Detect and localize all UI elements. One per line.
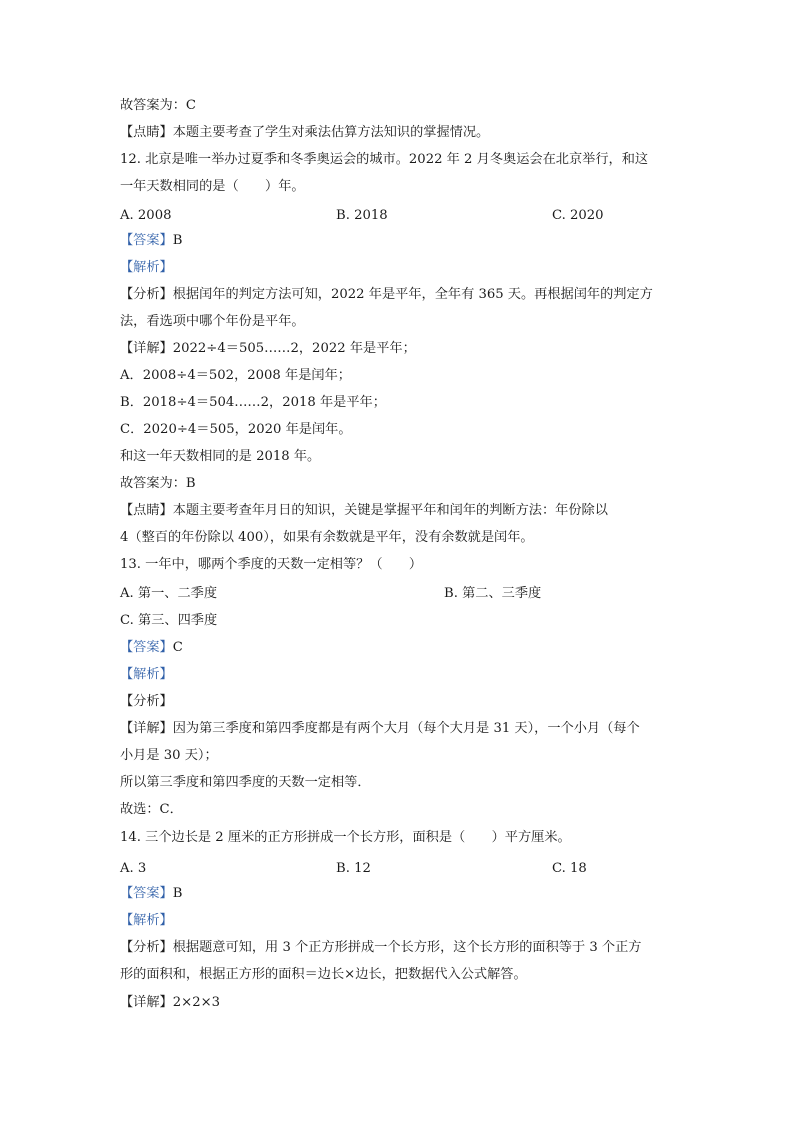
q12-option-a: A. 2008 (120, 208, 172, 223)
q12-analysis-tag: 【解析】 (120, 260, 173, 275)
q13-answer (120, 639, 183, 657)
q14-detail-line1: 【详解】2×2×3 (120, 995, 221, 1010)
answer-value: B (172, 233, 183, 248)
q12-option-c: C. 2020 (552, 208, 604, 223)
answer-tag: 【答案】 (120, 886, 173, 901)
q13-option-a: A. 第一、二季度 (120, 586, 218, 601)
answer-tag: 【答案】 (120, 233, 173, 248)
q14-answer (120, 885, 182, 903)
q12-answer (120, 232, 182, 250)
q13-final-answer: 故选：C． (120, 802, 183, 817)
q12-detail-line5: 和这一年天数相同的是 2018 年。 (120, 449, 321, 464)
q14-option-c: C. 18 (552, 861, 587, 876)
answer-value: B (172, 886, 183, 901)
q12-detail-line4: C．2020÷4＝505，2020 年是闰年。 (120, 422, 352, 437)
q12-detail-line2: A．2008÷4＝502，2008 年是闰年； (120, 368, 351, 383)
q12-detail-line3: B．2018÷4＝504……2，2018 年是平年； (120, 395, 386, 410)
q13-detail-line1: 【详解】因为第三季度和第四季度都是有两个大月（每个大月是 31 天），一个小月（每个 (120, 721, 640, 736)
q13-analysis-tag: 【解析】 (120, 667, 173, 682)
q12-stem-line2: 一年天数相同的是（ ）年。 (120, 179, 305, 194)
q14-option-a: A. 3 (120, 861, 147, 876)
q12-final-answer: 故答案为：B (120, 476, 196, 491)
q12-detail-line1: 【详解】2022÷4＝505……2，2022 年是平年； (120, 341, 416, 356)
answer-value: C (172, 640, 183, 655)
q12-option-b: B. 2018 (336, 208, 388, 223)
q14-option-b: B. 12 (336, 861, 371, 876)
q14-stem: 14. 三个边长是 2 厘米的正方形拼成一个长方形，面积是（ ）平方厘米。 (120, 830, 571, 845)
q12-dianjing-line1: 【点睛】本题主要考查年月日的知识，关键是掌握平年和闰年的判断方法：年份除以 (120, 503, 608, 518)
q12-stem-line1: 12. 北京是唯一举办过夏季和冬季奥运会的城市。2022 年 2 月冬奥运会在北京举行，和这 (120, 152, 649, 167)
q14-fenxi-line1: 【分析】根据题意可知，用 3 个正方形拼成一个长方形，这个长方形的面积等于 3 个正方 (120, 940, 642, 955)
q13-detail-line3: 所以第三季度和第四季度的天数一定相等． (120, 775, 371, 790)
answer-tag: 【答案】 (120, 640, 173, 655)
answer-line: 故答案为：C (120, 98, 197, 113)
q14-fenxi-line2: 形的面积和，根据正方形的面积＝边长×边长，把数据代入公式解答。 (120, 967, 527, 982)
q13-option-b: B. 第二、三季度 (444, 586, 542, 601)
q13-fenxi: 【分析】 (120, 694, 173, 709)
q14-analysis-tag: 【解析】 (120, 913, 173, 928)
q12-fenxi-line2: 法，看选项中哪个年份是平年。 (120, 314, 305, 329)
q13-detail-line2: 小月是 30 天）； (120, 748, 218, 763)
q13-stem: 13. 一年中，哪两个季度的天数一定相等？（ ） (120, 557, 423, 572)
dianjing-line: 【点睛】本题主要考查了学生对乘法估算方法知识的掌握情况。 (120, 125, 490, 140)
q13-option-c: C. 第三、四季度 (120, 613, 218, 628)
q12-dianjing-line2: 4（整百的年份除以 400），如果有余数就是平年，没有余数就是闰年。 (120, 530, 534, 545)
q12-fenxi-line1: 【分析】根据闰年的判定方法可知，2022 年是平年，全年有 365 天。再根据闰年的判定方 (120, 287, 653, 302)
